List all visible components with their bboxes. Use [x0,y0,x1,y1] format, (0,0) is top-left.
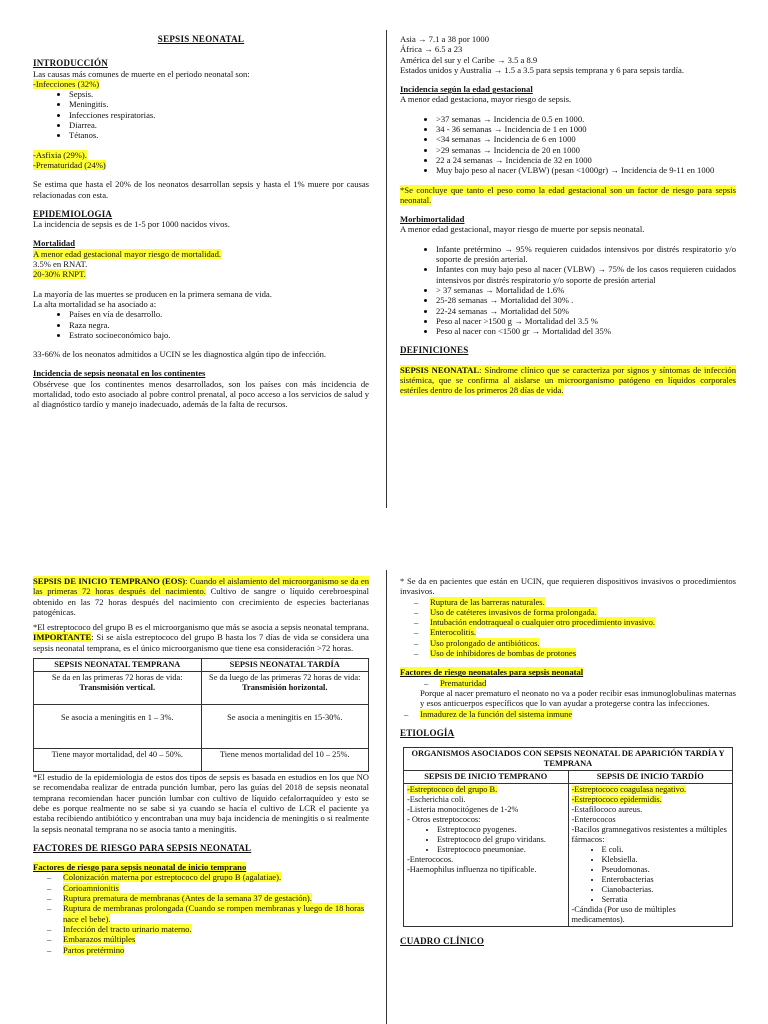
sepsis-comparison-table [33,658,369,772]
continent-line: Asia → 7.1 a 38 por 1000 [400,34,490,44]
organisms-table [403,747,733,927]
list-item: Infección del tracto urinario materno. [63,923,192,934]
definiciones-heading: DEFINICIONES [400,345,469,356]
ucin-text: 33-66% de los neonatos admitidos a UCIN se les diagnostica algún tipo de infección. [33,349,327,360]
eos-term: SEPSIS DE INICIO TEMPRANO (EOS) [33,576,186,586]
list-item: • 22 a 24 semanas → Incidencia de 32 en 1000 [436,155,736,165]
alta-list [33,309,369,340]
table-title: ORGANISMOS ASOCIADOS CON SEPSIS NEONATAL DE APARICIÓN TARDÍA Y TEMPRANA [404,748,733,771]
table-cell: Se da en las primeras 72 horas de vida: Transmisión vertical. [34,672,202,705]
table-cell: Se da luego de las primeras 72 horas de vida: Transmisión horizontal. [201,672,369,705]
list-item: • 25-28 semanas → Mortalidad del 30% . [436,295,736,305]
list-item: Colonización materna por estreptococo del grupo B (agalatiae). [63,872,282,883]
list-item: • >29 semanas → Incidencia de 20 en 1000 [436,145,736,155]
prematuridad-line: -Prematuridad (24%) [33,159,106,170]
list-item: • Enterobacterias [602,875,730,885]
table-cell: Tiene mayor mortalidad, del 40 – 50%. [34,749,202,772]
page-divider-bottom [386,570,387,1024]
neonatal-factors-heading: Factores de riesgo neonatales para sepsis neonatal [400,667,584,678]
mort-line-2: 3.5% en RNAT. [33,259,88,270]
table-header: SEPSIS DE INICIO TARDÍO [568,771,733,784]
list-item: • Estreptococo pneumoniae. [437,845,565,855]
edad-list [400,114,736,176]
alta-text: La alta mortalidad se ha asociado a: [33,298,157,309]
list-item: Corioamnionitis [63,882,119,893]
importante-label: IMPORTANTE [33,632,92,643]
def-term: SEPSIS NEONATAL [400,364,480,375]
strep-text: *El estreptococo del grupo B es el microorganismo que más se asocia a sepsis neonatal temprana. [33,622,369,633]
list-item: • Infantes con muy bajo peso al nacer (VLBW) → 75% de los casos requieren cuidados intensivos por distrés respiratorio y/o soporte de presión arterial [436,264,736,285]
table-header: SEPSIS NEONATAL TARDÍA [201,659,369,672]
list-item: Ruptura prematura de membranas (Antes de la semana 37 de gestación). [63,893,312,904]
estimate-text: Se estima que hasta el 20% de los neonatos desarrollan sepsis y hasta el 1% muere por causas relacionadas con esta. [33,179,369,200]
epi-heading: EPIDEMIOLOGIA [33,208,113,219]
ucin-list [400,597,736,659]
mayoria-text: La mayoría de las muertes se producen en la primera semana de vida. [33,288,272,299]
temprano-list [33,872,369,954]
list-item: • Cianobacterias. [602,885,730,895]
list-item: • Estreptococo del grupo viridans. [437,835,565,845]
eos-rest: Cultivo de sangre o líquido cerebroespinal obtenido en las 72 horas después del nacimiento con crecimiento de especies bacterianas patogénicas. [33,586,369,617]
list-item: • Raza negra. [69,320,369,330]
list-item: Uso prolongado de antibióticos. [430,637,540,648]
page-3 [33,576,369,1024]
list-item: • Países en vía de desarrollo. [69,309,369,319]
temprano-heading: Factores de riesgo para sepsis neonatal de inicio temprano [33,862,247,873]
list-item: Prematuridad [440,677,487,688]
list-item: • Infecciones respiratorias. [69,110,369,120]
list-item: • Estrato socioeconómico bajo. [69,330,369,340]
intro-text: Las causas más comunes de muerte en el periodo neonatal son: [33,68,250,79]
continent-line: África → 6.5 a 23 [400,44,463,55]
list-item: • Tétanos. [69,130,369,140]
table-cell: Tiene menos mortalidad del 10 – 25%. [201,749,369,772]
conclusion-text: *Se concluye que tanto el peso como la edad gestacional son un factor de riesgo para sepsis neonatal. [400,184,736,205]
morbi-list [400,244,736,337]
factores-heading: FACTORES DE RIESGO PARA SEPSIS NEONATAL [33,842,252,853]
list-item: • Diarrea. [69,120,369,130]
list-item: • Estreptococo pyogenes. [437,825,565,835]
mort-line-1: A menor edad gestacional mayor riesgo de mortalidad. [33,248,222,259]
page-4 [400,576,736,1024]
ucin-text: * Se da en pacientes que están en UCIN, que requieren dispositivos invasivos o procedimientos invasivos. [400,576,736,597]
page-divider-top [386,30,387,508]
list-item: • Infante pretérmino → 95% requieren cuidados intensivos por distrés respiratorio y/o soporte de presión arterial. [436,244,736,265]
list-item: Uso de catéteres invasivos de forma prolongada. [430,606,597,617]
continent-line: América del sur y el Caribe → 3.5 a 8.9 [400,54,538,65]
list-item: Inmadurez de la función del sistema inmune [420,708,573,719]
mortalidad-heading: Mortalidad [33,238,76,249]
edad-heading: Incidencia según la edad gestacional [400,84,533,95]
list-item: • Peso al nacer con <1500 gr → Mortalidad del 35% [436,326,736,336]
list-item: Intubación endotraqueal o cualquier otro procedimiento invasivo. [430,617,656,628]
list-item: • Serratia [602,895,730,905]
list-item: Ruptura de membranas prolongada (Cuando se rompen membranas y luego de 18 horas nace el bebe). [63,903,365,924]
table-cell-early: -Estreptococo del grupo B. -Escherichia coli. -Listeria monocitógenes de 1-2% - Otros estreptococos: • Estreptococo pyogenes. • Estreptococo del grupo viridans. • Estreptococo pneumoniae. -Enterococos. -Haemophilus influenza no tipificable. [404,784,569,927]
mort-line-3: 20-30% RNPT. [33,269,86,280]
cuadro-heading: CUADRO CLÍNICO [400,936,485,947]
doc-title: SEPSIS NEONATAL [157,34,245,44]
list-item: • >37 semanas → Incidencia de 0.5 en 1000. [436,114,736,124]
neonatal-factors-list-2 [400,709,736,719]
etiologia-heading: ETIOLOGÍA [400,727,455,738]
list-item: Ruptura de las barreras naturales. [430,596,545,607]
prem-text: Porque al nacer prematuro el neonato no va a poder recibir esas inmunoglobulinas maternas y esos anticuerpos específicos que lo van ayudar a protegerse contra las infecciones. [420,687,736,709]
continent-line: Estados unidos y Australia → 1.5 a 3.5 para sepsis temprana y 6 para sepsis tardía. [400,64,685,75]
list-item: • Pseudomonas. [602,865,730,875]
list-item: • 34 - 36 semanas → Incidencia de 1 en 1000 [436,124,736,134]
list-item: • Muy bajo peso al nacer (VLBW) (pesan <1000gr) → Incidencia de 9-11 en 1000 [436,165,736,175]
table-cell: Se asocia a meningitis en 1 – 3%. [34,705,202,749]
list-item: • 22-24 semanas → Mortalidad del 50% [436,306,736,316]
asfixia-line: -Asfixia (29%). [33,149,87,160]
list-item: • Meningitis. [69,99,369,109]
table-header: SEPSIS NEONATAL TEMPRANA [34,659,202,672]
edad-text: A menor edad gestaciona, mayor riesgo de sepsis. [400,94,572,105]
continentes-heading: Incidencia de sepsis neonatal en los continentes [33,368,206,379]
def-text: : Síndrome clínico que se caracteriza por signos y síntomas de infección sistémica, que se confirma al aislarse un microorganismo patógeno en líquidos corporales estériles dentro de los primeros 28 días de vida. [400,364,736,396]
table-cell-late: -Estreptococo coagulasa negativo. -Estreptococo epidermidis. -Estafilococo aureus. -Enterococos -Bacilos gramnegativos resistentes a múltiples fármacos: • E coli. • Klebsiella. • Pseudomonas. • Enterobacterias • Cianobacterias. • Serratia -Cándida (Por uso de múltiples medicamentos). [568,784,733,927]
morbi-heading: Morbimortalidad [400,214,465,225]
eos-highlight: : Cuando el aislamiento del microorganismo se da en las primeras 72 horas después del nacimiento. [33,576,369,597]
list-item: • E coli. [602,845,730,855]
list-item: Enterocolitis. [430,627,477,638]
intro-heading: INTRODUCCIÓN [33,58,108,69]
importante-text: : Si se aísla estreptococo del grupo B hasta los 7 días de vida se considera una sepsis neonatal temprana, es el único microorganismo que tiene esa consideración >72 horas. [33,632,369,653]
infecciones-line: -Infecciones (32%) [33,78,100,89]
morbi-text: A menor edad gestacional, mayor riesgo de muerte por sepsis neonatal. [400,224,645,235]
infection-list [33,89,369,140]
list-item: Uso de inhibidores de bombas de protones [430,648,577,659]
table-header: SEPSIS DE INICIO TEMPRANO [404,771,569,784]
table-cell: Se asocia a meningitis en 15-30%. [201,705,369,749]
incidence-text: La incidencia de sepsis es de 1-5 por 1000 nacidos vivos. [33,219,230,230]
estudio-text: *El estudio de la epidemiologia de estos dos tipos de sepsis es basada en estudios en los que NO se recomendaba realizar de entrada punción lumbar, pero las guías del 2018 de sepsis neonatal temprana recomiendan hacer punción lumbar con cultivo de líquido cefalorraquídeo y esto se debe es porque realmente no se sabe si ya cuando se hacía el cultivo de LCR el paciente ya estaba recibiendo antibiótico y encontraban una muy baja incidencia de meningitis o si realmente la sepsis neonatal temprana no se asocia tanto a meningitis. [33,772,369,834]
list-item: Partos pretérmino [63,944,125,955]
list-item: • Klebsiella. [602,855,730,865]
neonatal-factors-list [400,678,736,688]
list-item: • Peso al nacer >1500 g → Mortalidad del 3.5 % [436,316,736,326]
continentes-text: Obsérvese que los continentes menos desarrollados, son los países con más incidencia de mortalidad, todo esto asociado al pobre control prenatal, al poco acceso a los servicios de salud y al diagnóstico tardío y manejo inadecuado, además de la falta de recursos. [33,378,369,410]
page-2 [400,34,736,504]
page-1 [33,34,369,504]
list-item: • <34 semanas → Incidencia de 6 en 1000 [436,134,736,144]
list-item: Embarazos múltiples [63,934,136,945]
list-item: • > 37 semanas → Mortalidad de 1.6% [436,285,736,295]
list-item: • Sepsis. [69,89,369,99]
